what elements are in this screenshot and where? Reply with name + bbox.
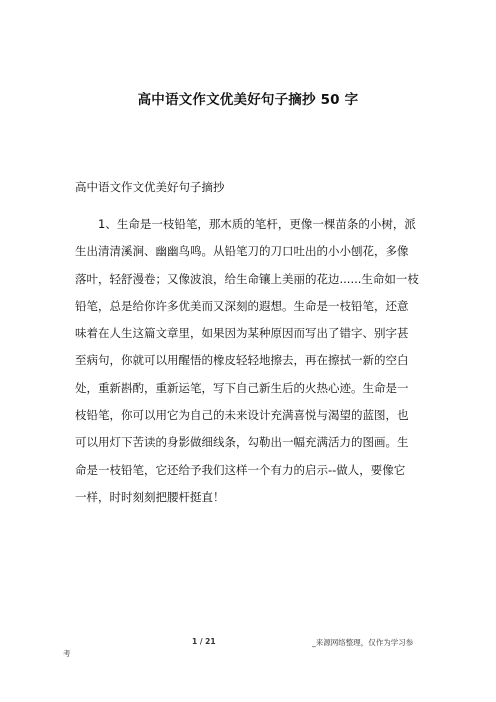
document-subtitle: 高中语文作文优美好句子摘抄 (75, 180, 225, 194)
page-number: 1 / 21 (192, 637, 216, 646)
paragraph-line: 命是一枝铅笔，它还给予我们这样一个有力的启示--做人，要像它 (75, 462, 406, 477)
paragraph-line: 一样，时时刻刻把腰杆挺直！ (75, 489, 225, 504)
paragraph-line: 生出清清溪涧、幽幽鸟鸣。从铅笔刀的刀口吐出的小小刨花，多像 (75, 244, 409, 259)
paragraph-line: 味着在人生这篇文章里，如果因为某种原因而写出了错字、别字甚 (75, 326, 409, 341)
paragraph-line: 1、生命是一枝铅笔，那木质的笔杆，更像一棵苗条的小树，派 (98, 217, 416, 231)
paragraph-body (75, 211, 435, 511)
source-note-continued: 考 (63, 649, 71, 658)
paragraph-line: 处，重新斟酌，重新运笔，写下自己新生后的火热心迹。生命是一 (75, 380, 409, 395)
paragraph-line: 至病句，你就可以用醒悟的橡皮轻轻地擦去，再在擦拭一新的空白 (75, 353, 409, 368)
source-note: _来源网络整理，仅作为学习参 (312, 638, 414, 647)
paragraph-line: 铅笔，总是给你许多优美而又深刻的遐想。生命是一枝铅笔，还意 (75, 298, 409, 313)
paragraph-line: 落叶，轻舒漫卷；又像波浪，给生命镶上美丽的花边......生命如一枝 (75, 271, 419, 286)
paragraph-line: 可以用灯下苦读的身影做细线条，勾勒出一幅充满活力的图画。生 (75, 435, 409, 450)
document-title: 高中语文作文优美好句子摘抄 50 字 (137, 92, 359, 108)
paragraph-line: 枝铅笔，你可以用它为自己的未来设计充满喜悦与渴望的蓝图，也 (75, 408, 409, 423)
